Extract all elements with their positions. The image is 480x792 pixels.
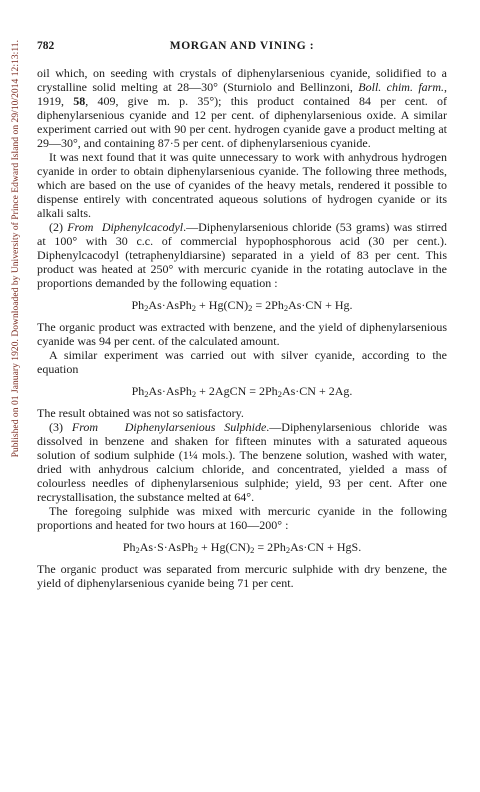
- journal-page: [37, 40, 447, 590]
- publication-watermark-text: Published on 01 January 1920. Downloaded by University of Prince Edward Island on 29/10/2014 12:13:11.: [11, 40, 21, 458]
- method-2-title: Diphenylcacodyl: [101, 220, 184, 234]
- equation-1: $Ph_2As\cdot AsPh_2 + Hg(CN)_2 = 2Ph_2As\cdot CN + Hg$.: [131, 298, 353, 313]
- equation-2: $Ph_2As\cdot AsPh_2$ + 2AgCN = $2Ph_2As\cdot CN + 2Ag$.: [131, 384, 353, 399]
- running-head: MORGAN AND VINING :: [169, 40, 315, 52]
- paragraph-benzene-extraction: The organic product was extracted with benzene, and the yield of diphenylarsenious cyanide was 94 per cent. of the calculated amount.: [37, 320, 447, 348]
- paragraph-sulphide-mixing: The foregoing sulphide was mixed with mercuric cyanide in the following proportions and heated for two hours at 160—200° :: [37, 504, 447, 532]
- equation-3: $Ph_2As\cdot S\cdot AsPh_2 + Hg(CN)_2 = 2Ph_2As\cdot CN$ + HgS.: [122, 540, 362, 555]
- paragraph-method-2: (2) From Diphenylcacodyl.—Diphenylarsenious chloride (53 grams) was stirred at 100° with 30 c.c. of commercial hypophosphorous acid (30 per cent.). Diphenylcacodyl (tetraphenyldiarsine) separated in a yield of 83 per cent. This product was heated at 250° with mercuric cyanide in the rotating autoclave in the proportions demanded by the following equation :: [37, 220, 448, 290]
- publication-watermark: [4, 40, 21, 600]
- paragraph-methods-intro: It was next found that it was quite unnecessary to work with anhydrous hydrogen cyanide in order to obtain diphenylarsenious cyanide. The following three methods, which are based on the use of cyanides of the heavy metals, rendered it possible to dispense entirely with concentrated aqueous solutions of hydrogen cyanide or its alkali salts.: [37, 150, 447, 220]
- page-header: [37, 40, 447, 58]
- paragraph-continued: oil which, on seeding with crystals of diphenylarsenious cyanide, solidified to a crystalline solid melting at 28—30° (Sturniolo and Bellinzoni, Boll. chim. farm., 1919, 58, 409, give m. p. 35°); this product contained 84 per cent. of diphenylarsenious cyanide and 12 per cent. of diphenylarsenious oxide. A similar experiment carried out with 90 per cent. hydrogen cyanide gave a product melting at 29—30°, and containing 87·5 per cent. of diphenylarsenious cyanide.: [37, 66, 447, 150]
- method-3-title: Diphenylarsenious Sulphide: [124, 420, 267, 434]
- paragraph-silver-cyanide: A similar experiment was carried out with silver cyanide, according to the equation: [37, 348, 447, 376]
- volume-number: 58: [73, 94, 86, 108]
- paragraph-method-3: (3) From Diphenylarsenious Sulphide.—Diphenylarsenious chloride was dissolved in benzene and shaken for fifteen minutes with a saturated aqueous solution of sodium sulphide (1¼ mols.). The benzene solution, washed with water, dried with anhydrous calcium chloride, and concentrated, yielded a mass of colourless needles of diphenylarsenious sulphide; yield, 93 per cent. After one recrystallisation, the substance melted at 64°.: [37, 420, 447, 504]
- paragraph-final-yield: The organic product was separated from mercuric sulphide with dry benzene, the yield of diphenylarsenious cyanide being 71 per cent.: [37, 562, 447, 590]
- paragraph-result: The result obtained was not so satisfactory.: [37, 406, 244, 420]
- page-number: 782: [37, 40, 55, 52]
- journal-citation: Boll. chim. farm.: [358, 80, 444, 94]
- article-body: [37, 66, 447, 590]
